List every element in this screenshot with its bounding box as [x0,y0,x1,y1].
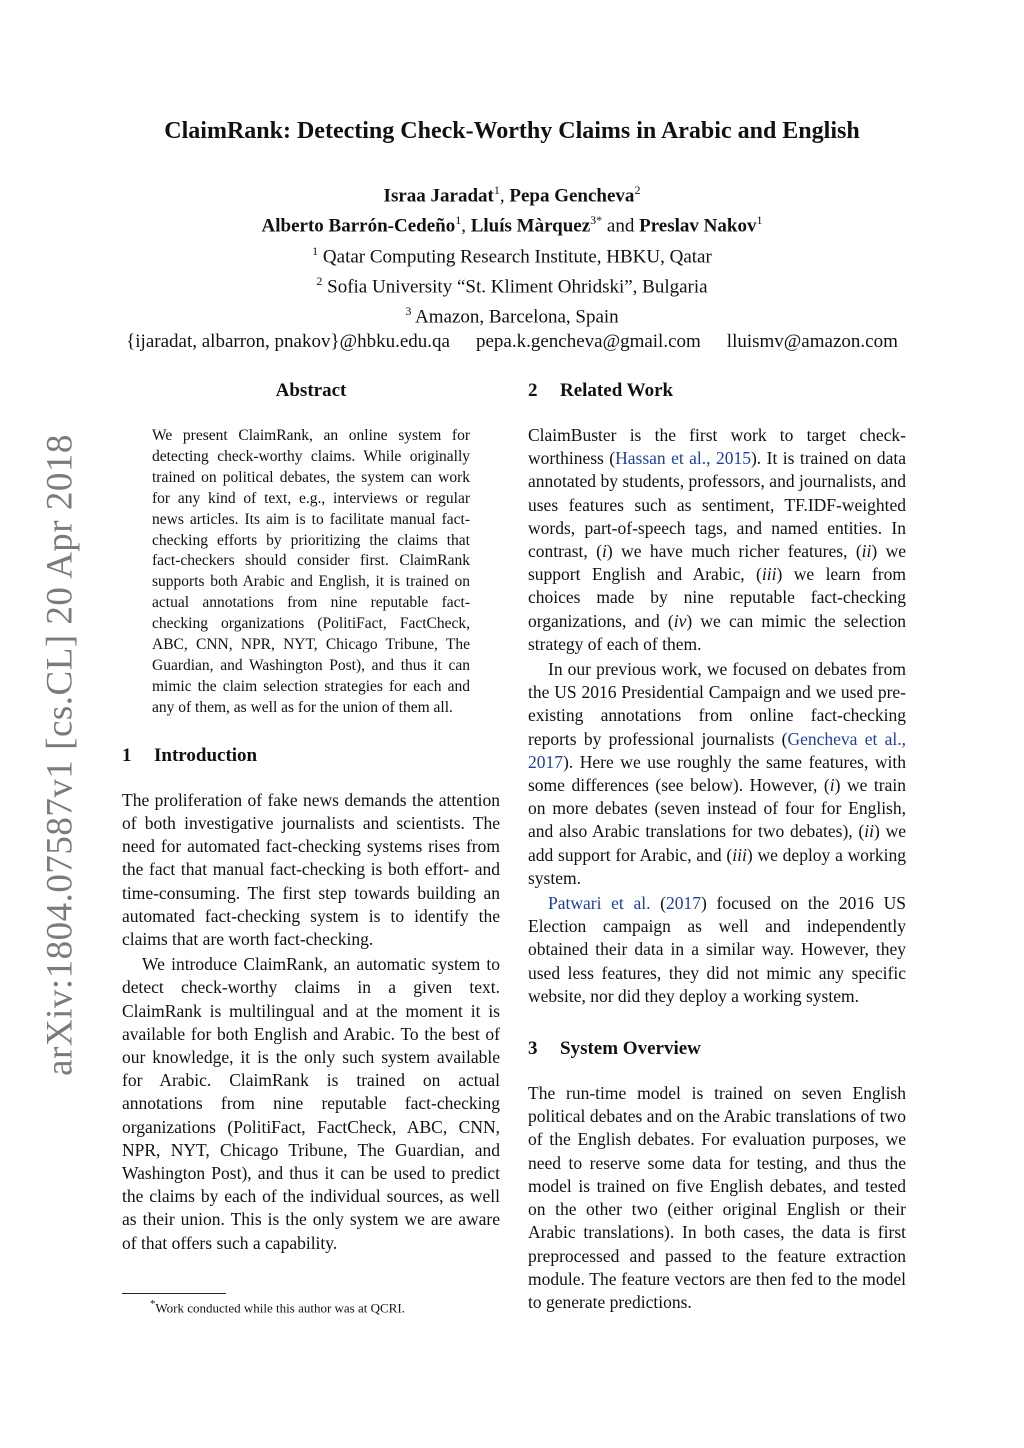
section-heading-related-work: 2 Related Work [528,380,674,401]
footnote: *Work conducted while this author was at QCRI. [122,1293,500,1316]
citation-link[interactable]: 2017 [666,893,702,914]
paragraph: Patwari et al. (2017) focused on the 2016 US Election campaign as well and independently obtained their data in a similar way. However, they used less features, they did not mimic any specific website, nor did they deploy a working system. [528,893,906,1006]
author-name: Lluís Màrquez [470,215,591,237]
affiliation: $^1$ Qatar Computing Research Institute, HBKU, Qatar [312,243,712,267]
paper-title: ClaimRank: Detecting Check-Worthy Claims in Arabic and English [164,118,860,144]
paragraph: ClaimBuster is the first work to target check-worthiness (Hassan et al., 2015). It is trained on data annotated by students, professors, and journalists, and uses features such as sentiment, TF.IDF-weighted words, part-of-speech tags, and named entities. In contrast, (i) we have much richer features, (ii) we support English and Arabic, (iii) we learn from choices made by nine reputable fact-checking organizations, and (iv) we can mimic the selection strategy of each of them. [528,425,907,654]
section-heading-system-overview: 3 System Overview [528,1038,701,1060]
affiliation: $^2$ Sofia University “St. Kliment Ohridski”, Bulgaria [316,273,708,298]
right-column [528,380,906,1314]
left-column [122,380,500,1255]
citation-link[interactable]: Patwari et al. [548,893,651,914]
paragraph: We introduce ClaimRank, an automatic system to detect check-worthy claims in a given text. ClaimRank is multilingual and at the moment it is available for both English and Arabic. To the best of our knowledge, it is the only such system available for Arabic. ClaimRank is trained on actual annotations from nine reputable fact-checking organizations (PolitiFact, FactCheck, ABC, CNN, NPR, NYT, Chicago Tribune, The Guardian, and Washington Post), and thus it can be used to predict the claims by each of the individual sources, as well as their union. This is the only system we are aware of that offers such a capability. [122,954,500,1253]
citation-link[interactable]: Gencheva et al., 2017 [528,728,907,772]
arxiv-stamp: arXiv:1804.07587v1 [cs.CL] 20 Apr 2018 [39,434,81,1076]
author-line-2: Alberto Barrón-Cedeño$^1$, Lluís Màrquez$^{3*}$ and Preslav Nakov$^1$ [261,213,763,237]
email: lluismv@amazon.com [726,330,898,352]
paragraph: The run-time model is trained on seven English political debates and on the Arabic translations of two of the English debates. For evaluation purposes, we need to reserve some data for testing, and thus the model is trained on five English debates, and tested on the other two (either original English or their Arabic translations). In both cases, the data is first preprocessed and passed to the feature extraction module. The feature vectors are then fed to the model to generate predictions. [528,1083,906,1312]
abstract-heading: Abstract [275,380,347,401]
author-line-1: Israa Jaradat$^1$, Pepa Gencheva$^2$ [383,183,641,207]
paragraph: In our previous work, we focused on debates from the US 2016 Presidential Campaign and we used pre-existing annotations from online fact-checking reports by professional journalists (Gencheva et al., 2017). Here we use roughly the same features, with some differences (see below). However, (i) we train on more debates (seven instead of four for English, and also Arabic translations for two debates), (ii) we add support for Arabic, and (iii) we deploy a working system. [528,659,907,888]
paragraph: The proliferation of fake news demands the attention of both investigative journalists and scientists. The need for automated fact-checking systems rises from the fact that manual fact-checking is both effort- and time-consuming. The first step towards building an automated fact-checking system is to identify the claims that are worth fact-checking. [122,789,500,949]
author-name: Pepa Gencheva [509,185,635,207]
author-name: Israa Jaradat [383,185,494,207]
author-block [0,178,1024,354]
abstract-text: We present ClaimRank, an online system for detecting check-worthy claims. While originally trained on political debates, the system can work for any kind of text, e.g., interviews or regular news articles. Its aim is to facilitate manual fact-checking efforts by prioritizing the claims that fact-checkers should consider first. ClaimRank supports both Arabic and English, it is trained on actual annotations from nine reputable fact-checking organizations (PolitiFact, FactCheck, ABC, CNN, NPR, NYT, Chicago Tribune, The Guardian, and Washington Post), and thus it can mimic the claim selection strategies for each and any of them, as well as for the union of them all. [152,427,470,716]
email: {ijaradat, albarron, pnakov}@hbku.edu.qa [126,330,450,352]
section-heading-introduction: 1 Introduction [122,744,258,766]
citation-link[interactable]: Hassan et al., 2015 [615,448,751,469]
footnote-rule [122,1293,226,1294]
email-line [0,330,1024,354]
author-name: Preslav Nakov [639,215,757,237]
email: pepa.k.gencheva@gmail.com [475,330,701,352]
author-name: Alberto Barrón-Cedeño [261,215,456,237]
affiliation: $^3$ Amazon, Barcelona, Spain [405,304,619,328]
